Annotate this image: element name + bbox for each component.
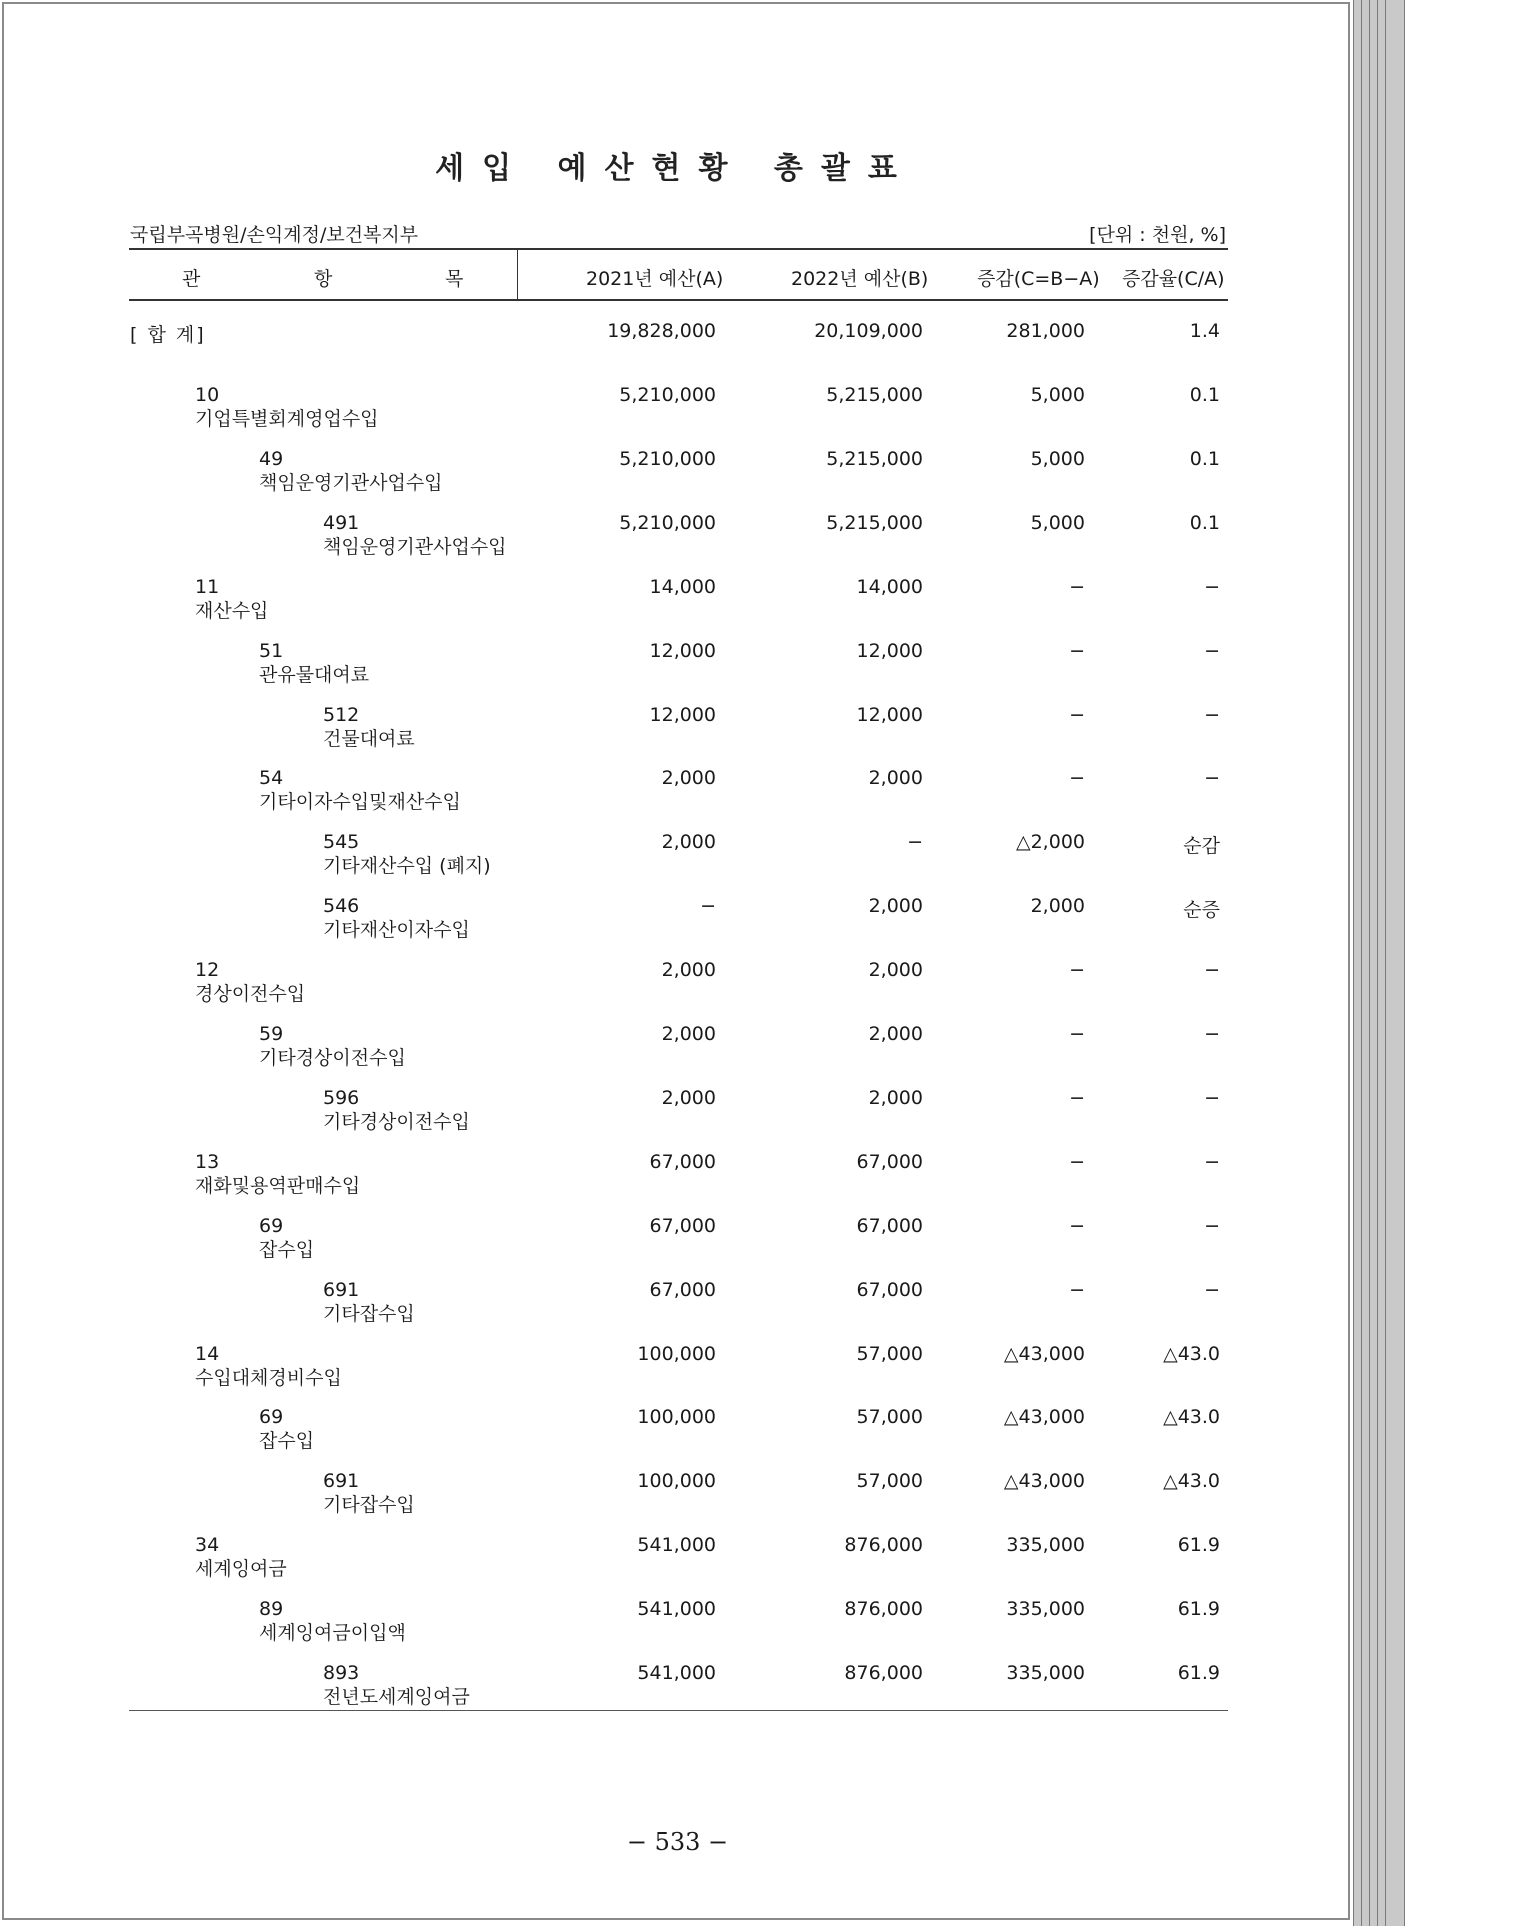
row-name: 경상이전수입 xyxy=(195,983,306,1006)
row-name: 기타이자수입및재산수입 xyxy=(259,791,461,814)
row-name: 건물대여료 xyxy=(323,727,415,750)
row-rate: − xyxy=(1204,1278,1220,1301)
row-budget-2022: 12,000 xyxy=(856,639,923,662)
row-budget-2021: 12,000 xyxy=(649,639,716,662)
row-change: △43,000 xyxy=(1003,1406,1085,1429)
row-code: 34 xyxy=(195,1534,220,1557)
row-budget-2021: 2,000 xyxy=(661,1023,716,1045)
row-budget-2022: 57,000 xyxy=(856,1470,923,1493)
row-rate: − xyxy=(1204,639,1220,662)
row-rate: △43.0 xyxy=(1163,1470,1220,1493)
table-row xyxy=(0,384,1350,444)
row-change: 5,000 xyxy=(1030,384,1085,406)
row-name: 전년도세계잉여금 xyxy=(323,1686,470,1708)
total-label: [ 합 계] xyxy=(130,324,206,346)
table-row xyxy=(0,640,1350,700)
row-rate: △43.0 xyxy=(1163,1342,1220,1365)
row-budget-2021: 541,000 xyxy=(637,1598,716,1621)
row-budget-2021: 14,000 xyxy=(649,575,716,598)
table-row xyxy=(0,895,1350,955)
row-change: − xyxy=(1069,639,1085,662)
row-name: 재산수입 xyxy=(195,599,269,622)
row-rate: 0.1 xyxy=(1189,447,1220,470)
row-rate: 61.9 xyxy=(1177,1534,1220,1557)
row-name: 재화및용역판매수입 xyxy=(195,1174,361,1197)
row-budget-2022: 2,000 xyxy=(868,895,923,918)
row-change: − xyxy=(1069,1278,1085,1301)
total-row xyxy=(0,320,1350,380)
row-change: − xyxy=(1069,1214,1085,1237)
row-change: 335,000 xyxy=(1006,1598,1085,1621)
row-budget-2022: 2,000 xyxy=(868,1023,923,1045)
row-budget-2022: 57,000 xyxy=(856,1406,923,1429)
row-budget-2021: 5,210,000 xyxy=(619,447,716,470)
table-bottom-rule xyxy=(129,1710,1228,1711)
header-budget-2021: 2021년 예산(A) xyxy=(586,268,724,290)
row-rate: 0.1 xyxy=(1189,511,1220,534)
row-code: 893 xyxy=(323,1662,360,1684)
row-rate: 61.9 xyxy=(1177,1598,1220,1621)
table-row xyxy=(0,1151,1350,1211)
table-row xyxy=(0,1470,1350,1530)
row-change: − xyxy=(1069,1150,1085,1173)
row-budget-2021: 2,000 xyxy=(661,767,716,790)
row-budget-2021: 67,000 xyxy=(649,1214,716,1237)
row-change: − xyxy=(1069,1086,1085,1109)
row-name: 세계잉여금이입액 xyxy=(259,1622,406,1645)
row-rate: 순감 xyxy=(1183,835,1220,858)
row-budget-2022: 5,215,000 xyxy=(826,447,923,470)
table-header-rule xyxy=(129,299,1228,301)
row-change: − xyxy=(1069,959,1085,982)
row-budget-2021: 67,000 xyxy=(649,1278,716,1301)
table-row xyxy=(0,959,1350,1019)
row-budget-2021: 100,000 xyxy=(637,1406,716,1429)
row-code: 12 xyxy=(195,959,220,982)
row-name: 기타경상이전수입 xyxy=(323,1110,470,1133)
organization-label: 국립부곡병원/손익계정/보건복지부 xyxy=(130,224,419,246)
table-row xyxy=(0,448,1350,508)
table-top-rule xyxy=(129,248,1228,250)
table-row xyxy=(0,1534,1350,1594)
row-budget-2022: 5,215,000 xyxy=(826,384,923,406)
table-row xyxy=(0,1087,1350,1147)
table-row xyxy=(0,831,1350,891)
row-code: 512 xyxy=(323,703,360,726)
row-budget-2022: 67,000 xyxy=(856,1214,923,1237)
row-rate: − xyxy=(1204,959,1220,982)
row-budget-2021: 100,000 xyxy=(637,1342,716,1365)
row-budget-2022: 2,000 xyxy=(868,959,923,982)
row-name: 기타경상이전수입 xyxy=(259,1047,406,1069)
row-code: 51 xyxy=(259,639,284,662)
row-rate: − xyxy=(1204,767,1220,790)
row-budget-2022: 876,000 xyxy=(844,1598,923,1621)
row-code: 691 xyxy=(323,1278,360,1301)
row-change: − xyxy=(1069,767,1085,790)
row-name: 기타잡수입 xyxy=(323,1302,415,1325)
row-budget-2021: 541,000 xyxy=(637,1534,716,1557)
row-code: 14 xyxy=(195,1342,220,1365)
row-rate: − xyxy=(1204,575,1220,598)
page-title: 세입 예산현황 총괄표 xyxy=(435,151,915,186)
header-divider xyxy=(517,250,518,299)
table-row xyxy=(0,576,1350,636)
row-budget-2021: 2,000 xyxy=(661,1086,716,1109)
header-rate: 증감율(C/A) xyxy=(1122,268,1225,290)
row-change: − xyxy=(1069,1023,1085,1045)
unit-label: [단위 : 천원, %] xyxy=(1089,224,1226,246)
row-budget-2022: 876,000 xyxy=(844,1662,923,1684)
row-budget-2022: 14,000 xyxy=(856,575,923,598)
row-code: 10 xyxy=(195,384,220,406)
row-name: 수입대체경비수입 xyxy=(195,1366,342,1389)
total-rate: 1.4 xyxy=(1189,320,1220,342)
row-change: 5,000 xyxy=(1030,447,1085,470)
row-budget-2022: 2,000 xyxy=(868,1086,923,1109)
row-name: 기타잡수입 xyxy=(323,1494,415,1517)
table-row xyxy=(0,1343,1350,1403)
row-budget-2021: 67,000 xyxy=(649,1150,716,1173)
table-row xyxy=(0,512,1350,572)
row-code: 69 xyxy=(259,1406,284,1429)
row-code: 13 xyxy=(195,1150,220,1173)
row-change: △43,000 xyxy=(1003,1470,1085,1493)
row-rate: 순증 xyxy=(1183,899,1220,922)
row-code: 11 xyxy=(195,575,220,598)
total-budget-2021: 19,828,000 xyxy=(607,320,716,342)
page-stack-edges xyxy=(1353,0,1413,1926)
row-change: 335,000 xyxy=(1006,1662,1085,1684)
row-code: 59 xyxy=(259,1023,284,1045)
table-row xyxy=(0,1662,1350,1722)
row-budget-2022: 2,000 xyxy=(868,767,923,790)
row-rate: − xyxy=(1204,1214,1220,1237)
row-budget-2021: 5,210,000 xyxy=(619,511,716,534)
row-change: 2,000 xyxy=(1030,895,1085,918)
header-mok: 목 xyxy=(445,268,464,290)
row-budget-2022: 67,000 xyxy=(856,1278,923,1301)
row-rate: △43.0 xyxy=(1163,1406,1220,1429)
page-number: − 533 − xyxy=(626,1828,729,1856)
row-change: 335,000 xyxy=(1006,1534,1085,1557)
row-name: 관유물대여료 xyxy=(259,663,370,686)
table-row xyxy=(0,1023,1350,1083)
row-change: △2,000 xyxy=(1015,831,1085,854)
row-change: − xyxy=(1069,575,1085,598)
row-budget-2021: 2,000 xyxy=(661,831,716,854)
table-row xyxy=(0,704,1350,764)
row-budget-2022: 5,215,000 xyxy=(826,511,923,534)
row-code: 89 xyxy=(259,1598,284,1621)
row-budget-2021: − xyxy=(700,895,716,918)
header-change: 증감(C=B−A) xyxy=(977,268,1100,290)
row-change: △43,000 xyxy=(1003,1342,1085,1365)
row-budget-2022: 67,000 xyxy=(856,1150,923,1173)
row-budget-2021: 12,000 xyxy=(649,703,716,726)
row-code: 49 xyxy=(259,447,284,470)
row-change: 5,000 xyxy=(1030,511,1085,534)
row-budget-2021: 100,000 xyxy=(637,1470,716,1493)
row-name: 세계잉여금 xyxy=(195,1558,287,1581)
row-budget-2022: 876,000 xyxy=(844,1534,923,1557)
row-rate: 61.9 xyxy=(1177,1662,1220,1684)
row-name: 책임운영기관사업수입 xyxy=(323,535,507,558)
row-name: 기타재산이자수입 xyxy=(323,919,470,942)
table-row xyxy=(0,1279,1350,1339)
row-rate: − xyxy=(1204,1023,1220,1045)
row-name: 기업특별회계영업수입 xyxy=(195,408,379,430)
row-name: 기타재산수입 (폐지) xyxy=(323,855,491,878)
row-rate: 0.1 xyxy=(1189,384,1220,406)
row-budget-2022: − xyxy=(907,831,923,854)
table-row xyxy=(0,1215,1350,1275)
row-name: 책임운영기관사업수입 xyxy=(259,471,443,494)
table-row xyxy=(0,1406,1350,1466)
row-rate: − xyxy=(1204,1086,1220,1109)
row-code: 69 xyxy=(259,1214,284,1237)
row-budget-2022: 12,000 xyxy=(856,703,923,726)
row-name: 잡수입 xyxy=(259,1430,315,1453)
row-budget-2021: 541,000 xyxy=(637,1662,716,1684)
row-rate: − xyxy=(1204,703,1220,726)
row-name: 잡수입 xyxy=(259,1238,315,1261)
row-budget-2021: 5,210,000 xyxy=(619,384,716,406)
row-budget-2022: 57,000 xyxy=(856,1342,923,1365)
row-budget-2021: 2,000 xyxy=(661,959,716,982)
total-change: 281,000 xyxy=(1006,320,1085,342)
header-hang: 항 xyxy=(314,268,333,290)
header-budget-2022: 2022년 예산(B) xyxy=(791,268,929,290)
table-row xyxy=(0,767,1350,827)
row-change: − xyxy=(1069,703,1085,726)
row-code: 545 xyxy=(323,831,360,854)
table-row xyxy=(0,1598,1350,1658)
row-code: 491 xyxy=(323,511,360,534)
row-code: 596 xyxy=(323,1086,360,1109)
row-rate: − xyxy=(1204,1150,1220,1173)
row-code: 546 xyxy=(323,895,360,918)
row-code: 691 xyxy=(323,1470,360,1493)
row-code: 54 xyxy=(259,767,284,790)
total-budget-2022: 20,109,000 xyxy=(814,320,923,342)
header-gwan: 관 xyxy=(182,268,201,290)
